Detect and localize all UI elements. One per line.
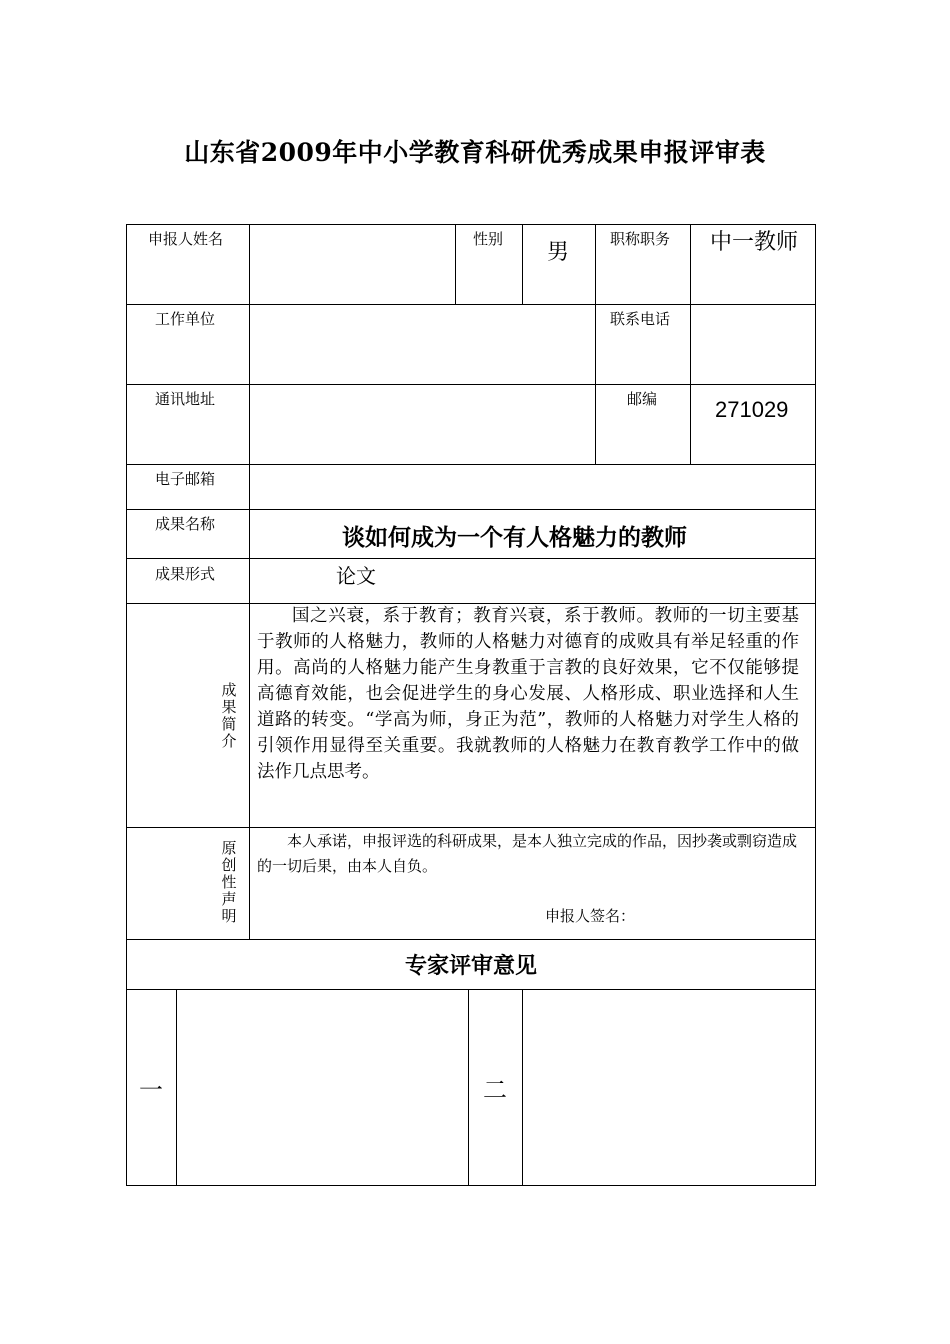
gender-value[interactable]: 男 bbox=[547, 240, 570, 265]
reviewer-2-opinion-field[interactable] bbox=[526, 995, 812, 1180]
expert-review-heading: 专家评审意见 bbox=[404, 953, 537, 979]
summary-label: 成果简介 bbox=[221, 681, 237, 750]
declaration-text: 本人承诺，申报评选的科研成果，是本人独立完成的作品，因抄袭或剽窃造成的一切后果，由本人自负。 bbox=[257, 832, 798, 875]
col-divider bbox=[522, 224, 523, 304]
postcode-value[interactable]: 271029 bbox=[715, 397, 789, 422]
col-divider bbox=[690, 224, 691, 464]
title-position-value[interactable]: 中一教师 bbox=[710, 230, 799, 255]
email-label: 电子邮箱 bbox=[155, 470, 216, 488]
achievement-name-label: 成果名称 bbox=[155, 515, 216, 533]
address-label: 通讯地址 bbox=[155, 390, 216, 408]
signature-label: 申报人签名： bbox=[545, 907, 636, 925]
declaration-label: 原创性声明 bbox=[221, 839, 237, 925]
col-divider bbox=[468, 989, 469, 1186]
row-divider bbox=[126, 827, 816, 828]
row-divider bbox=[126, 304, 816, 305]
title-position-label: 职称职务 bbox=[610, 230, 671, 248]
reviewer-1-opinion-field[interactable] bbox=[180, 995, 464, 1180]
row-divider bbox=[126, 558, 816, 559]
form-title: 山东省2009年中小学教育科研优秀成果申报评审表 bbox=[184, 138, 766, 167]
reviewer-2-label: 二 bbox=[483, 1076, 507, 1104]
row-divider bbox=[126, 939, 816, 940]
achievement-name-value[interactable]: 谈如何成为一个有人格魅力的教师 bbox=[342, 524, 687, 551]
col-divider bbox=[455, 224, 456, 304]
summary-text[interactable]: 国之兴衰，系于教育；教育兴衰，系于教师。教师的一切主要基于教师的人格魅力，教师的人格魅力对德育的成败具有举足轻重的作用。高尚的人格魅力能产生身教重于言教的良好效果，它不仅能够提高德育效能，也会促进学生的身心发展、人格形成、职业选择和人生道路的转变。“学高为师，身正为范”，教师的人格魅力对学生人格的引领作用显得至关重要。我就教师的人格魅力在教育教学工作中的做法作几点思考。 bbox=[257, 606, 799, 782]
gender-label: 性别 bbox=[473, 230, 504, 248]
row-divider bbox=[126, 509, 816, 510]
postcode-label: 邮编 bbox=[627, 390, 658, 408]
row-divider bbox=[126, 384, 816, 385]
col-divider bbox=[522, 989, 523, 1186]
col-divider bbox=[176, 989, 177, 1186]
achievement-form-label: 成果形式 bbox=[155, 565, 216, 583]
applicant-name-label: 申报人姓名 bbox=[148, 230, 224, 248]
row-divider bbox=[126, 989, 816, 990]
work-unit-label: 工作单位 bbox=[155, 310, 216, 328]
row-divider bbox=[126, 464, 816, 465]
achievement-form-value[interactable]: 论文 bbox=[336, 564, 376, 588]
col-divider bbox=[249, 224, 250, 939]
col-divider bbox=[595, 224, 596, 464]
phone-label: 联系电话 bbox=[610, 310, 671, 328]
reviewer-1-label: 一 bbox=[139, 1076, 163, 1104]
